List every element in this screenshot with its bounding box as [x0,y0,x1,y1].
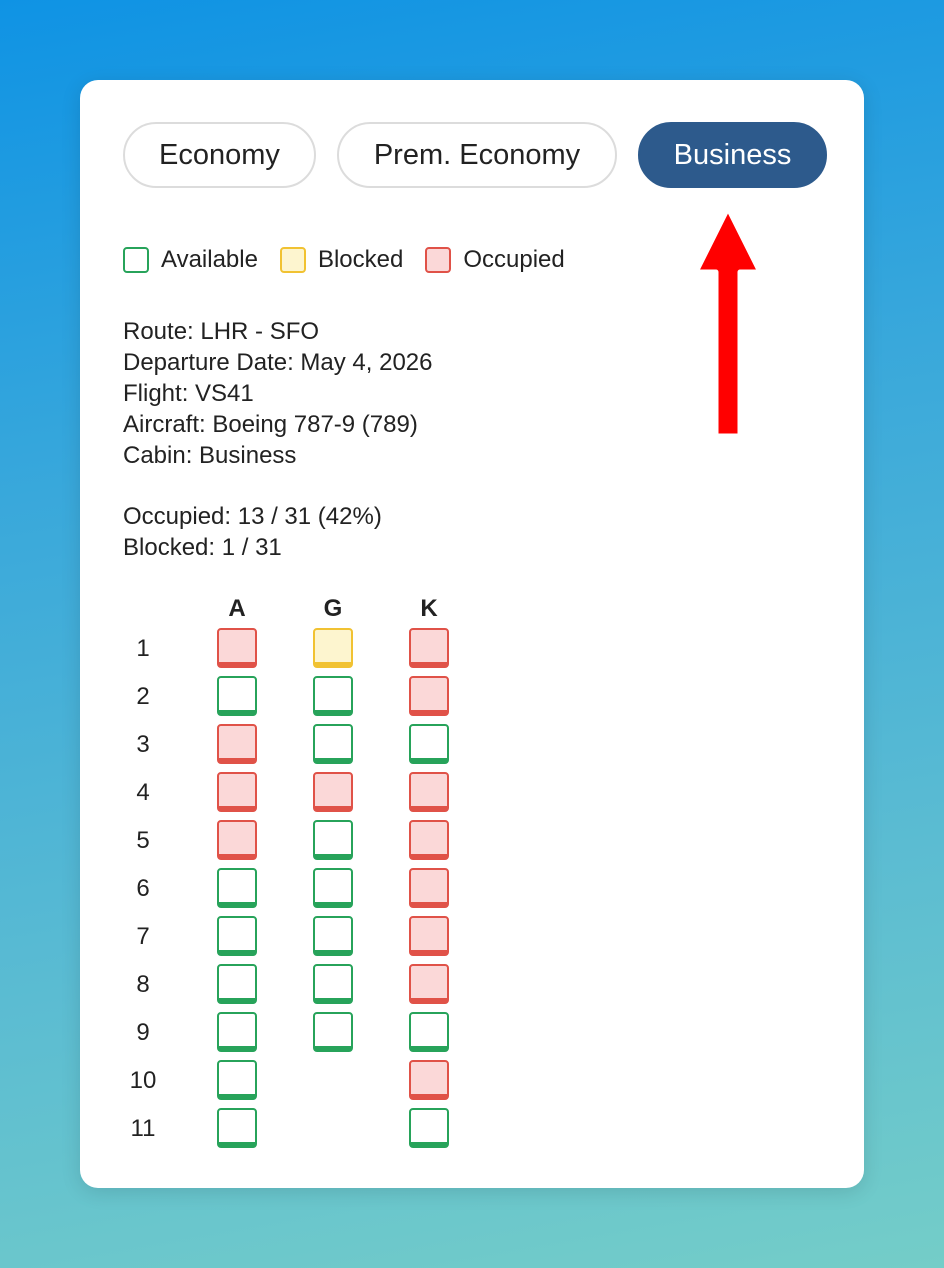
tab-business[interactable]: Business [638,122,827,188]
seat-3a-occupied[interactable] [217,724,257,764]
seat-6a-available[interactable] [217,868,257,908]
tab-economy[interactable]: Economy [123,122,316,188]
legend-available [123,246,258,274]
departure-date-text: Departure Date: May 4, 2026 [123,349,433,376]
seat-8a-available[interactable] [217,964,257,1004]
seat-11k-available[interactable] [409,1108,449,1148]
occupancy-stats [123,501,382,563]
seat-10k-occupied[interactable] [409,1060,449,1100]
row-label-8: 8 [136,971,150,998]
row-label-7: 7 [136,923,150,950]
seat-1a-occupied[interactable] [217,628,257,668]
blocked-swatch [280,247,306,273]
column-header-a: A [228,595,246,622]
blocked-stat: Blocked: 1 / 31 [123,534,282,561]
aircraft-text: Aircraft: Boeing 787-9 (789) [123,411,418,438]
red-arrow-annotation [688,200,768,445]
row-label-9: 9 [136,1019,150,1046]
row-label-5: 5 [136,827,150,854]
legend-blocked [280,246,403,274]
row-label-6: 6 [136,875,150,902]
cabin-tabs [123,122,827,188]
seat-11a-available[interactable] [217,1108,257,1148]
available-swatch [123,247,149,273]
seat-8g-available[interactable] [313,964,353,1004]
column-header-k: K [420,595,438,622]
row-label-11: 11 [130,1115,156,1142]
seat-1g-blocked[interactable] [313,628,353,668]
seat-5a-occupied[interactable] [217,820,257,860]
occupied-stat: Occupied: 13 / 31 (42%) [123,503,382,530]
seat-4a-occupied[interactable] [217,772,257,812]
seat-1k-occupied[interactable] [409,628,449,668]
column-header-g: G [323,595,343,622]
seat-7a-available[interactable] [217,916,257,956]
seat-2g-available[interactable] [313,676,353,716]
seat-5g-available[interactable] [313,820,353,860]
flight-number-text: Flight: VS41 [123,380,254,407]
row-label-10: 10 [129,1067,157,1094]
occupied-swatch [425,247,451,273]
seat-8k-occupied[interactable] [409,964,449,1004]
legend-occupied-label: Occupied [463,246,565,273]
seat-7g-available[interactable] [313,916,353,956]
seat-2k-occupied[interactable] [409,676,449,716]
row-label-4: 4 [136,779,150,806]
seat-legend [123,246,587,274]
legend-available-label: Available [161,246,258,273]
seat-10a-available[interactable] [217,1060,257,1100]
route-text: Route: LHR - SFO [123,318,320,345]
seat-4g-occupied[interactable] [313,772,353,812]
row-label-1: 1 [136,635,150,662]
seat-9a-available[interactable] [217,1012,257,1052]
seat-6g-available[interactable] [313,868,353,908]
row-label-2: 2 [136,683,150,710]
tab-premium-economy[interactable]: Prem. Economy [337,122,617,188]
seat-5k-occupied[interactable] [409,820,449,860]
seat-6k-occupied[interactable] [409,868,449,908]
seat-4k-occupied[interactable] [409,772,449,812]
seat-7k-occupied[interactable] [409,916,449,956]
seat-9g-available[interactable] [313,1012,353,1052]
seat-2a-available[interactable] [217,676,257,716]
row-label-3: 3 [136,731,150,758]
legend-occupied [425,246,564,274]
legend-blocked-label: Blocked [317,246,404,273]
seat-9k-available[interactable] [409,1012,449,1052]
cabin-text: Cabin: Business [123,442,297,469]
flight-info [123,316,433,471]
seat-3k-available[interactable] [409,724,449,764]
seat-3g-available[interactable] [313,724,353,764]
